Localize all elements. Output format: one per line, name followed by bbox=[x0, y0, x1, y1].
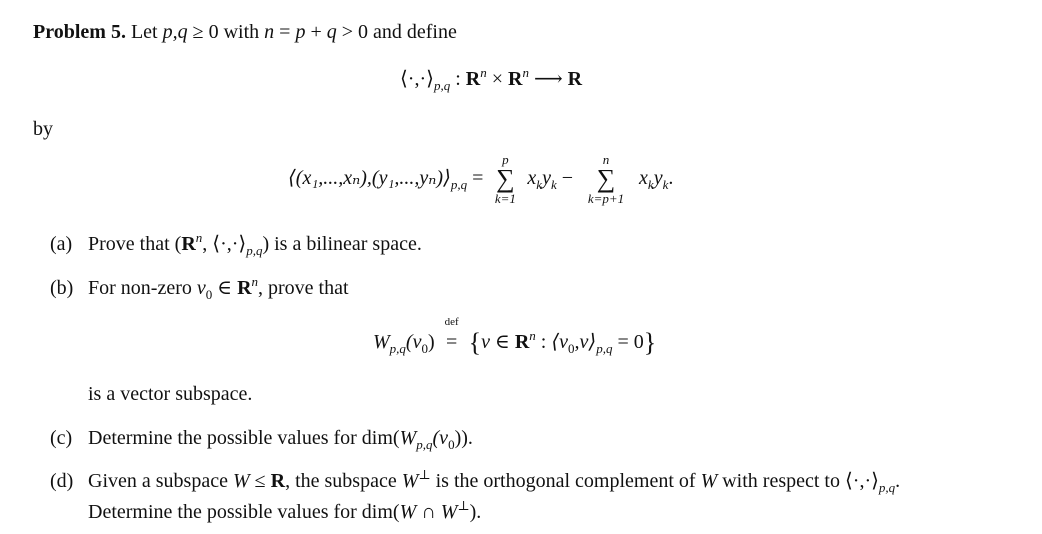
item-c: (c) Determine the possible values for $dim(W_{p,q}(v_0))$. bbox=[50, 427, 473, 452]
sum-symbol-2: n ∑ k=p+1 bbox=[587, 152, 625, 207]
map-definition: $⟨\cdot,\cdot⟩_{p,q}$ : $R^n \times R^n$ ⟶ R bbox=[400, 65, 583, 93]
def-equals: def = bbox=[444, 316, 459, 353]
item-b: (b) For non-zero $v_0$ ∈ $R^n$, prove that bbox=[50, 274, 349, 302]
item-b-conclusion: is a vector subspace. bbox=[88, 383, 253, 405]
by-text: by bbox=[33, 118, 53, 140]
problem-label: Problem 5. bbox=[33, 21, 126, 43]
subspace-definition: $W_{p,q}(v_0)$ def = {v ∈ $R^n$ : $⟨v_0,v⟩_{p,q} = 0$} bbox=[373, 316, 657, 357]
problem-intro: Problem 5. Let p,q ≥ 0 with n = p + q > 0 and define bbox=[33, 21, 457, 43]
item-d: (d) Given a subspace W ≤ R, the subspace W⊥ is the orthogonal complement of W with respect to $⟨\cdot,\cdot⟩_{p,q}$. bbox=[50, 467, 901, 495]
item-d-line2: Determine the possible values for dim(W ∩ W⊥). bbox=[88, 498, 482, 523]
sum-symbol-1: p ∑ k=1 bbox=[494, 152, 516, 207]
inner-product-formula: $⟨(x_1,...,x_n),(y_1,...,y_n)⟩_{p,q}$ = p ∑ k=1 $x_ky_k$ − n ∑ k=p+1 $x_ky_k$. bbox=[288, 152, 674, 207]
item-a: (a) Prove that ($R^n$, $⟨\cdot,\cdot⟩_{p,q}$) is a bilinear space. bbox=[50, 230, 422, 258]
